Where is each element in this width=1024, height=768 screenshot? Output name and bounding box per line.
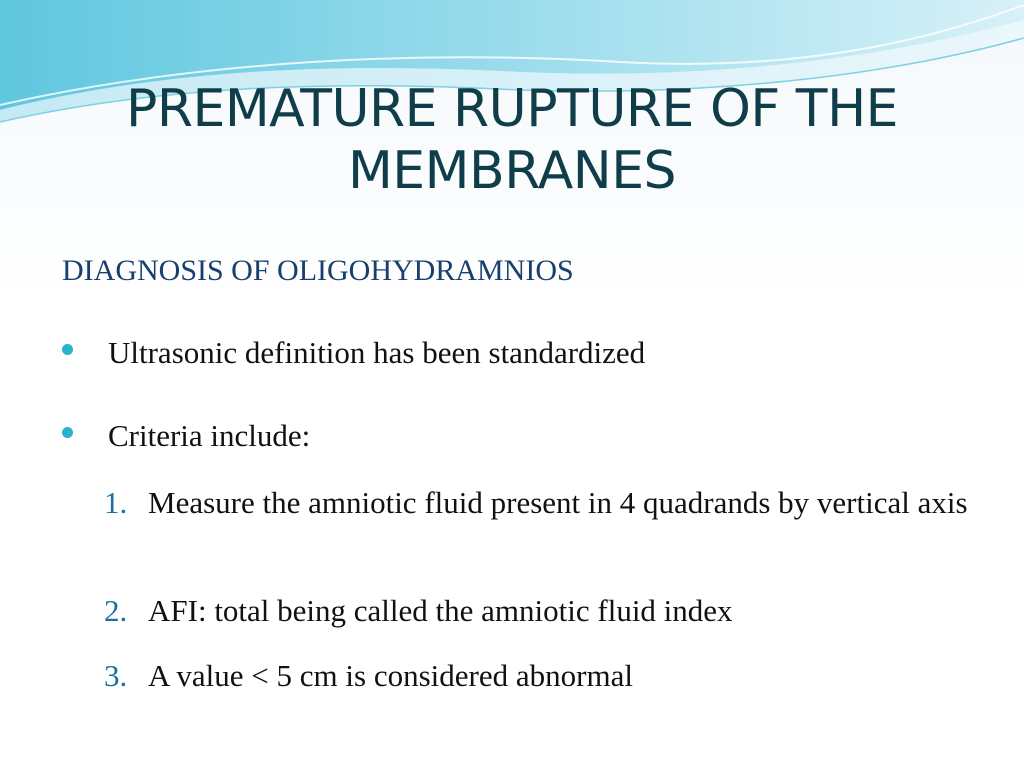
bullet-text: Ultrasonic definition has been standardized: [108, 335, 646, 370]
item-text: Measure the amniotic fluid present in 4 quadrands by vertical axis: [148, 485, 968, 520]
numbered-item: [104, 590, 974, 632]
bullet-dot-icon: [62, 427, 73, 438]
bullet-text: Criteria include:: [108, 418, 311, 453]
bullet-dot-icon: [62, 344, 73, 355]
item-number: 2.: [104, 593, 128, 628]
item-number: 3.: [104, 658, 128, 693]
bullet-item: [62, 418, 310, 454]
item-text: AFI: total being called the amniotic fluid index: [148, 593, 733, 628]
numbered-item: [104, 655, 974, 697]
item-text: A value < 5 cm is considered abnormal: [148, 658, 633, 693]
numbered-item: [104, 482, 974, 524]
slide-subtitle: DIAGNOSIS OF OLIGOHYDRAMNIOS: [62, 254, 574, 287]
slide-title: PREMATURE RUPTURE OF THE MEMBRANES: [125, 79, 899, 201]
bullet-item: [62, 335, 645, 371]
item-number: 1.: [104, 485, 128, 520]
